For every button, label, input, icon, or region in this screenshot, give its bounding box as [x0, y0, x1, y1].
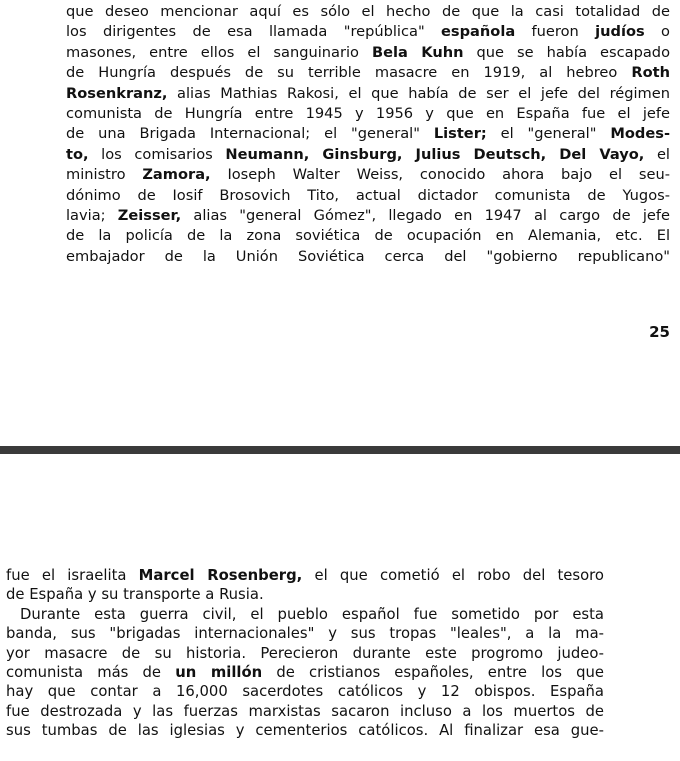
text-line: Durante esta guerra civil, el pueblo español fue sometido por esta — [20, 605, 604, 623]
text-line: embajador de la Unión Soviética cerca del "gobierno republicano" — [66, 247, 670, 265]
bold-name: Marcel Rosenberg, — [138, 567, 303, 584]
page-number: 25 — [649, 323, 670, 341]
lower-page-text — [6, 566, 604, 741]
upper-page-text — [66, 2, 670, 267]
text-line: sus tumbas de las iglesias y cementerios católicos. Al finalizar esa gue- — [6, 722, 604, 740]
text-line: banda, sus "brigadas internacionales" y sus tropas "leales", a la ma- — [6, 625, 604, 643]
text-line: to, los comisarios Neumann, Ginsburg, Julius Deutsch, Del Vayo, el — [66, 145, 670, 163]
text-line: dónimo de Iosif Brosovich Tito, actual dictador comunista de Yugos- — [66, 186, 670, 204]
bold-name: Zamora, — [142, 166, 211, 184]
text-line: comunista más de un millón de cristianos españoles, entre los que — [6, 664, 604, 682]
text-line: masones, entre ellos el sanguinario Bela Kuhn que se había escapado — [66, 43, 670, 61]
text-line: de la policía de la zona soviética de ocupación en Alemania, etc. El — [66, 227, 670, 245]
text-line: fue destrozada y las fuerzas marxistas sacaron incluso a los muertos de — [6, 702, 604, 720]
bold-name: Modes- — [610, 125, 670, 143]
text-line: que deseo mencionar aquí es sólo el hecho de que la casi totalidad de — [66, 3, 670, 20]
text-line: Rosenkranz, alias Mathias Rakosi, el que había de ser el jefe del régimen — [66, 84, 670, 102]
text-line: lavia; Zeisser, alias "general Gómez", llegado en 1947 al cargo de jefe — [66, 207, 670, 225]
bold-name: Roth — [631, 64, 670, 82]
bold-name: Neumann, Ginsburg, Julius Deutsch, Del Vayo, — [225, 145, 645, 163]
text-line: de una Brigada Internacional; el "general" Lister; el "general" Modes- — [66, 125, 670, 143]
text-line: de Hungría después de su terrible masacre en 1919, al hebreo Roth — [66, 64, 670, 82]
text-line: ministro Zamora, Ioseph Walter Weiss, conocido ahora bajo el seu- — [66, 166, 670, 184]
bold-name: Lister; — [433, 125, 487, 143]
text-line: de España y su transporte a Rusia. — [6, 586, 264, 604]
bold-name: española — [441, 23, 516, 41]
bold-name: judíos — [595, 23, 645, 41]
text-line: hay que contar a 16,000 sacerdotes católicos y 12 obispos. España — [6, 683, 604, 701]
page-separator — [0, 446, 680, 454]
bold-name: Zeisser, — [117, 207, 182, 225]
text-line: los dirigentes de esa llamada "república" española fueron judíos o — [66, 23, 670, 41]
bold-name: Bela Kuhn — [371, 43, 464, 61]
text-line: yor masacre de su historia. Perecieron durante este progromo judeo- — [6, 644, 604, 662]
bold-name: un millón — [175, 664, 263, 682]
bold-name: to, — [66, 145, 89, 163]
text-line: comunista de Hungría entre 1945 y 1956 y que en España fue el jefe — [66, 105, 670, 123]
bold-name: Rosenkranz, — [66, 84, 168, 102]
text-line: fue el israelita Marcel Rosenberg, el que cometió el robo del tesoro — [6, 567, 604, 584]
